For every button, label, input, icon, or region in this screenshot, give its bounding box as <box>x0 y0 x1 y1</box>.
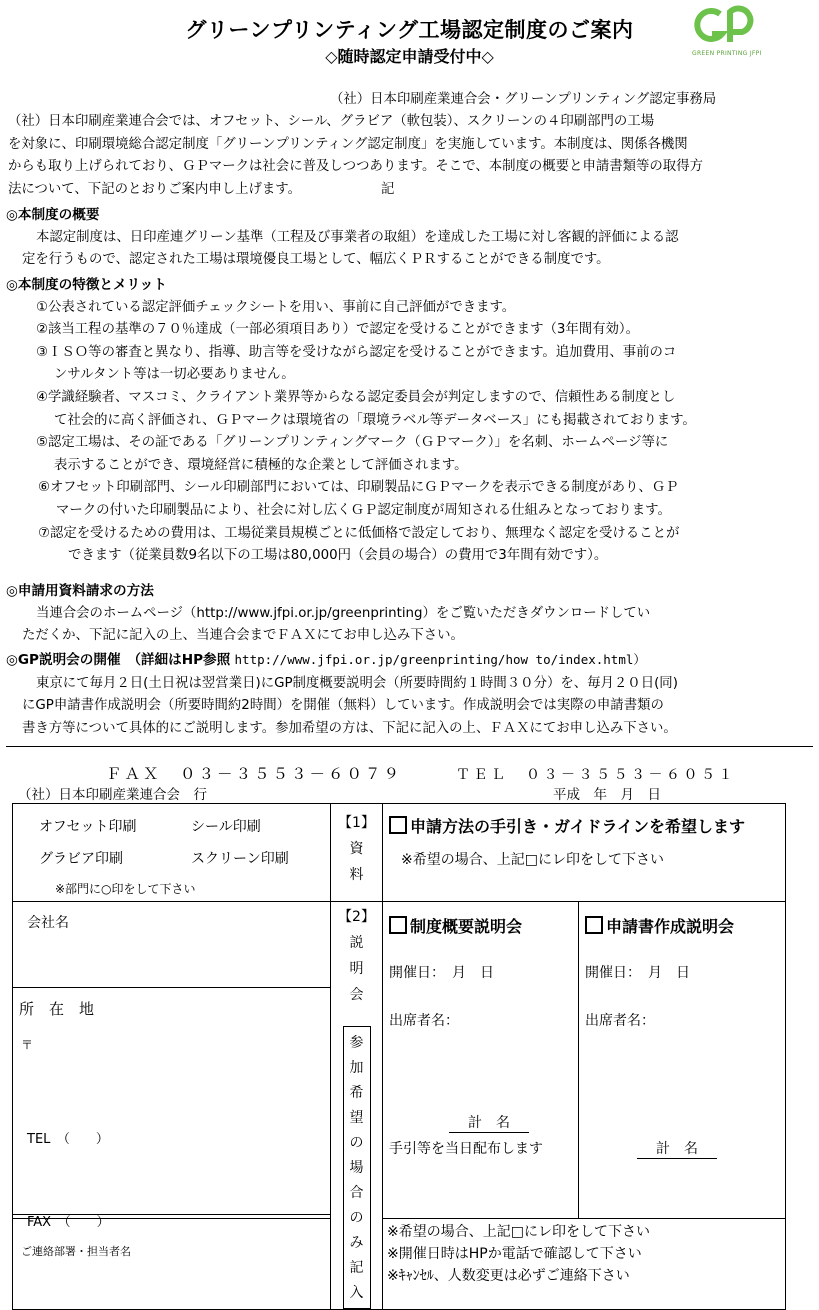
seminar1-cell <box>383 902 579 1219</box>
dept-seal[interactable]: シール印刷 <box>191 819 261 835</box>
fax-field[interactable]: FAX （ ） <box>27 1215 110 1231</box>
vbox-char: 希 <box>349 1085 364 1101</box>
page-subtitle: ◇随時認定申請受付中◇ <box>325 47 494 66</box>
application-form <box>12 803 786 1310</box>
seminar1-title: 制度概要説明会 <box>410 917 523 936</box>
s1-option[interactable] <box>383 804 785 837</box>
vbox-char: 記 <box>349 1260 364 1276</box>
vbox-char: 入 <box>349 1285 364 1301</box>
dept-note: ※部門に○印をして下さい <box>55 882 196 896</box>
section-overview <box>6 204 678 272</box>
dept-screen[interactable]: スクリーン印刷 <box>191 851 289 867</box>
intro-line: （社）日本印刷産業連合会では、オフセット、シール、グラビア（軟包装）、スクリーンの４印刷部門の工場 <box>8 114 655 129</box>
request-line: ただくか、下記に記入の上、当連合会までＦＡＸにてお申し込み下さい。 <box>22 628 464 644</box>
person-label: ご連絡部署・担当者名 <box>21 1245 131 1259</box>
gp-logo-icon <box>690 4 780 50</box>
postal-mark: 〒 <box>21 1038 34 1053</box>
vbox-char: 場 <box>349 1160 364 1176</box>
merit-item: ③ＩＳＯ等の審査と異なり、指導、助言等を受けながら認定を受けることができます。追加費用、事前のコ <box>36 344 677 360</box>
notes <box>383 1219 785 1287</box>
s1-label: 料 <box>349 867 364 883</box>
intro-paragraph <box>8 111 703 201</box>
person-cell[interactable] <box>13 1215 331 1310</box>
merit-item: ①公表されている認定評価チェックシートを用い、事前に自己評価ができます。 <box>36 299 516 315</box>
seminar1-attendee[interactable]: 出席者名： <box>389 1013 459 1029</box>
section-heading-row <box>6 649 678 673</box>
divider <box>6 746 813 747</box>
s1-request-cell <box>383 804 786 902</box>
gp-logo <box>690 4 780 64</box>
notes-cell <box>383 1219 786 1310</box>
page-title: グリーンプリンティング工場認定制度のご案内 <box>185 18 634 42</box>
section-heading: ◎申請用資料請求の方法 <box>6 583 154 599</box>
seminar2-date[interactable]: 開催日： 月 日 <box>585 965 690 981</box>
dept-offset[interactable]: オフセット印刷 <box>39 819 137 835</box>
fax-number: ＦＡＸ ０３－３５５３－６０７９ <box>106 765 403 783</box>
intro-line: からも取り上げられており、ＧＰマークは社会に普及しつつあります。そこで、本制度の概要と申請書類等の取得方 <box>8 159 703 175</box>
merit-item-cont: て社会的に高く評価され、ＧＰマークは環境省の「環境ラベル等データベース」にも掲載されております。 <box>54 412 696 428</box>
merit-item-cont: できます（従業員数9名以下の工場は80,000円（会員の場合）の費用で3年間有効です）。 <box>68 548 608 564</box>
s1-title: 申請方法の手引き・ガイドラインを希望します <box>410 817 746 836</box>
overview-line: 本認定制度は、日印産連グリーン基準（工程及び事業者の取組）を達成した工場に対し客観的評価による認 <box>36 229 679 245</box>
merit-item-cont: 表示することができ、環境経営に積極的な企業として評価されます。 <box>54 457 468 473</box>
note-line: ※ｷｬﾝｾﾙ、人数変更は必ずご連絡下さい <box>387 1268 630 1285</box>
vbox-char: の <box>349 1210 364 1226</box>
seminar1-total[interactable]: 計 名 <box>449 1112 529 1133</box>
vbox-char: 合 <box>349 1185 364 1201</box>
vbox-char: み <box>349 1235 364 1251</box>
merit-item-cont: ンサルタント等は一切必要ありません。 <box>54 367 295 383</box>
seminar-url[interactable]: http://www.jfpi.or.jp/greenprinting/how to/index.html） <box>234 652 646 667</box>
dept-gravure[interactable]: グラビア印刷 <box>39 851 123 867</box>
s2-participation-box <box>343 1026 371 1309</box>
section-heading: ◎GP説明会の開催 （詳細はHP参照 <box>6 652 231 668</box>
request-line: 当連合会のホームページ（http://www.jfpi.or.jp/greenprinting）をご覧いただきダウンロードしてい <box>36 605 651 621</box>
s2-label: 【2】 <box>338 909 375 925</box>
s2-label: 明 <box>349 961 364 977</box>
seminar-line: にGP申請書作成説明会（所要時間約2時間）を開催（無料）しています。作成説明会では実際の申請書類の <box>22 698 664 714</box>
vbox-char: 加 <box>349 1060 364 1076</box>
note-line: ※開催日時はHPか電話で確認して下さい <box>387 1246 642 1263</box>
seminar2-title: 申請書作成説明会 <box>606 917 735 936</box>
seminar2-total[interactable]: 計 名 <box>637 1138 717 1159</box>
s1-label: 【1】 <box>338 815 375 831</box>
merit-item: ⑥オフセット印刷部門、シール印刷部門においては、印刷製品にＧＰマークを表示できる制度があり、ＧＰ <box>38 480 679 496</box>
overview-line: 定を行うもので、認定された工場は環境優良工場として、幅広くＰＲすることができる制度です。 <box>22 252 610 268</box>
section-seminar <box>6 649 678 740</box>
section-heading: ◎本制度の特徴とメリット <box>6 277 167 293</box>
intro-line: を対象に、印刷環境総合認定制度「グリーンプリンティング認定制度」を実施しています。本制度は、関係各機関 <box>8 136 688 152</box>
merit-item: ④学識経験者、マスコミ、クライアント業界等からなる認定委員会が判定しますので、信頼性ある制度とし <box>36 389 676 405</box>
s1-label: 資 <box>349 841 364 857</box>
vbox-char: 望 <box>349 1110 364 1126</box>
section-merits <box>6 274 696 568</box>
seminar1-checkbox[interactable] <box>389 916 407 934</box>
merit-item: ⑦認定を受けるための費用は、工場従業員規模ごとに低価格で設定しており、無理なく認定を受けることが <box>38 525 680 541</box>
ki-label: 記 <box>380 181 395 197</box>
merit-item-cont: マークの付いた印刷製品により、社会に対し広くＧＰ認定制度が周知される仕組みとなっております。 <box>56 502 671 518</box>
merit-item: ②該当工程の基準の７０％達成（一部必須項目あり）で認定を受けることができます（3年間有効）。 <box>36 322 640 338</box>
note-line: ※希望の場合、上記□にレ印をして下さい <box>387 1224 650 1241</box>
section-request <box>6 580 650 648</box>
seminar-line: 東京にて毎月２日(土日祝は翌営業日)にGP制度概要説明会（所要時間約１時間３０分）を、毎月２０日(同) <box>36 675 678 691</box>
address-cell[interactable] <box>13 988 331 1215</box>
vbox-char: 参 <box>349 1035 364 1051</box>
seminar2-option[interactable] <box>585 914 734 937</box>
tel-field[interactable]: TEL （ ） <box>27 1132 109 1148</box>
merit-item: ⑤認定工場は、その証である「グリーンプリンティングマーク（ＧＰマーク）」を名刺、ホームページ等に <box>36 435 669 451</box>
tel-number: ＴＥＬ ０３－３５５３－６０５１ <box>456 767 736 783</box>
s2-label: 説 <box>349 935 364 951</box>
vbox-char: の <box>349 1135 364 1151</box>
seminar2-attendee[interactable]: 出席者名： <box>585 1013 655 1029</box>
s1-label-cell <box>331 804 383 902</box>
intro-line: 法について、下記のとおりご案内申し上げます。 記 <box>8 181 395 197</box>
seminar-line: 書き方等について具体的にご説明します。参加希望の方は、下記に記入の上、ＦＡＸにてお申し込み下さい。 <box>22 720 677 736</box>
s2-label-cell <box>331 902 383 1310</box>
s2-label: 会 <box>349 987 364 1003</box>
company-cell[interactable] <box>13 902 331 988</box>
seminar2-cell <box>579 902 786 1219</box>
s1-note: ※希望の場合、上記□にレ印をして下さい <box>401 852 664 868</box>
seminar1-date[interactable]: 開催日： 月 日 <box>389 965 494 981</box>
address-label: 所 在 地 <box>19 1000 95 1019</box>
seminar1-option[interactable] <box>389 914 522 937</box>
handout-note: 手引等を当日配布します <box>389 1141 543 1157</box>
issuer: （社）日本印刷産業連合会・グリーンプリンティング認定事務局 <box>330 92 717 107</box>
section-heading: ◎本制度の概要 <box>6 207 100 223</box>
addressee: （社）日本印刷産業連合会 行 <box>18 787 207 803</box>
company-label: 会社名 <box>27 915 69 931</box>
logo-text: GREEN PRINTING JFPI <box>692 50 762 57</box>
s1-checkbox[interactable] <box>389 816 407 834</box>
dept-cell[interactable] <box>13 804 331 902</box>
date-field[interactable]: 平成 年 月 日 <box>553 787 661 803</box>
seminar2-checkbox[interactable] <box>585 916 603 934</box>
